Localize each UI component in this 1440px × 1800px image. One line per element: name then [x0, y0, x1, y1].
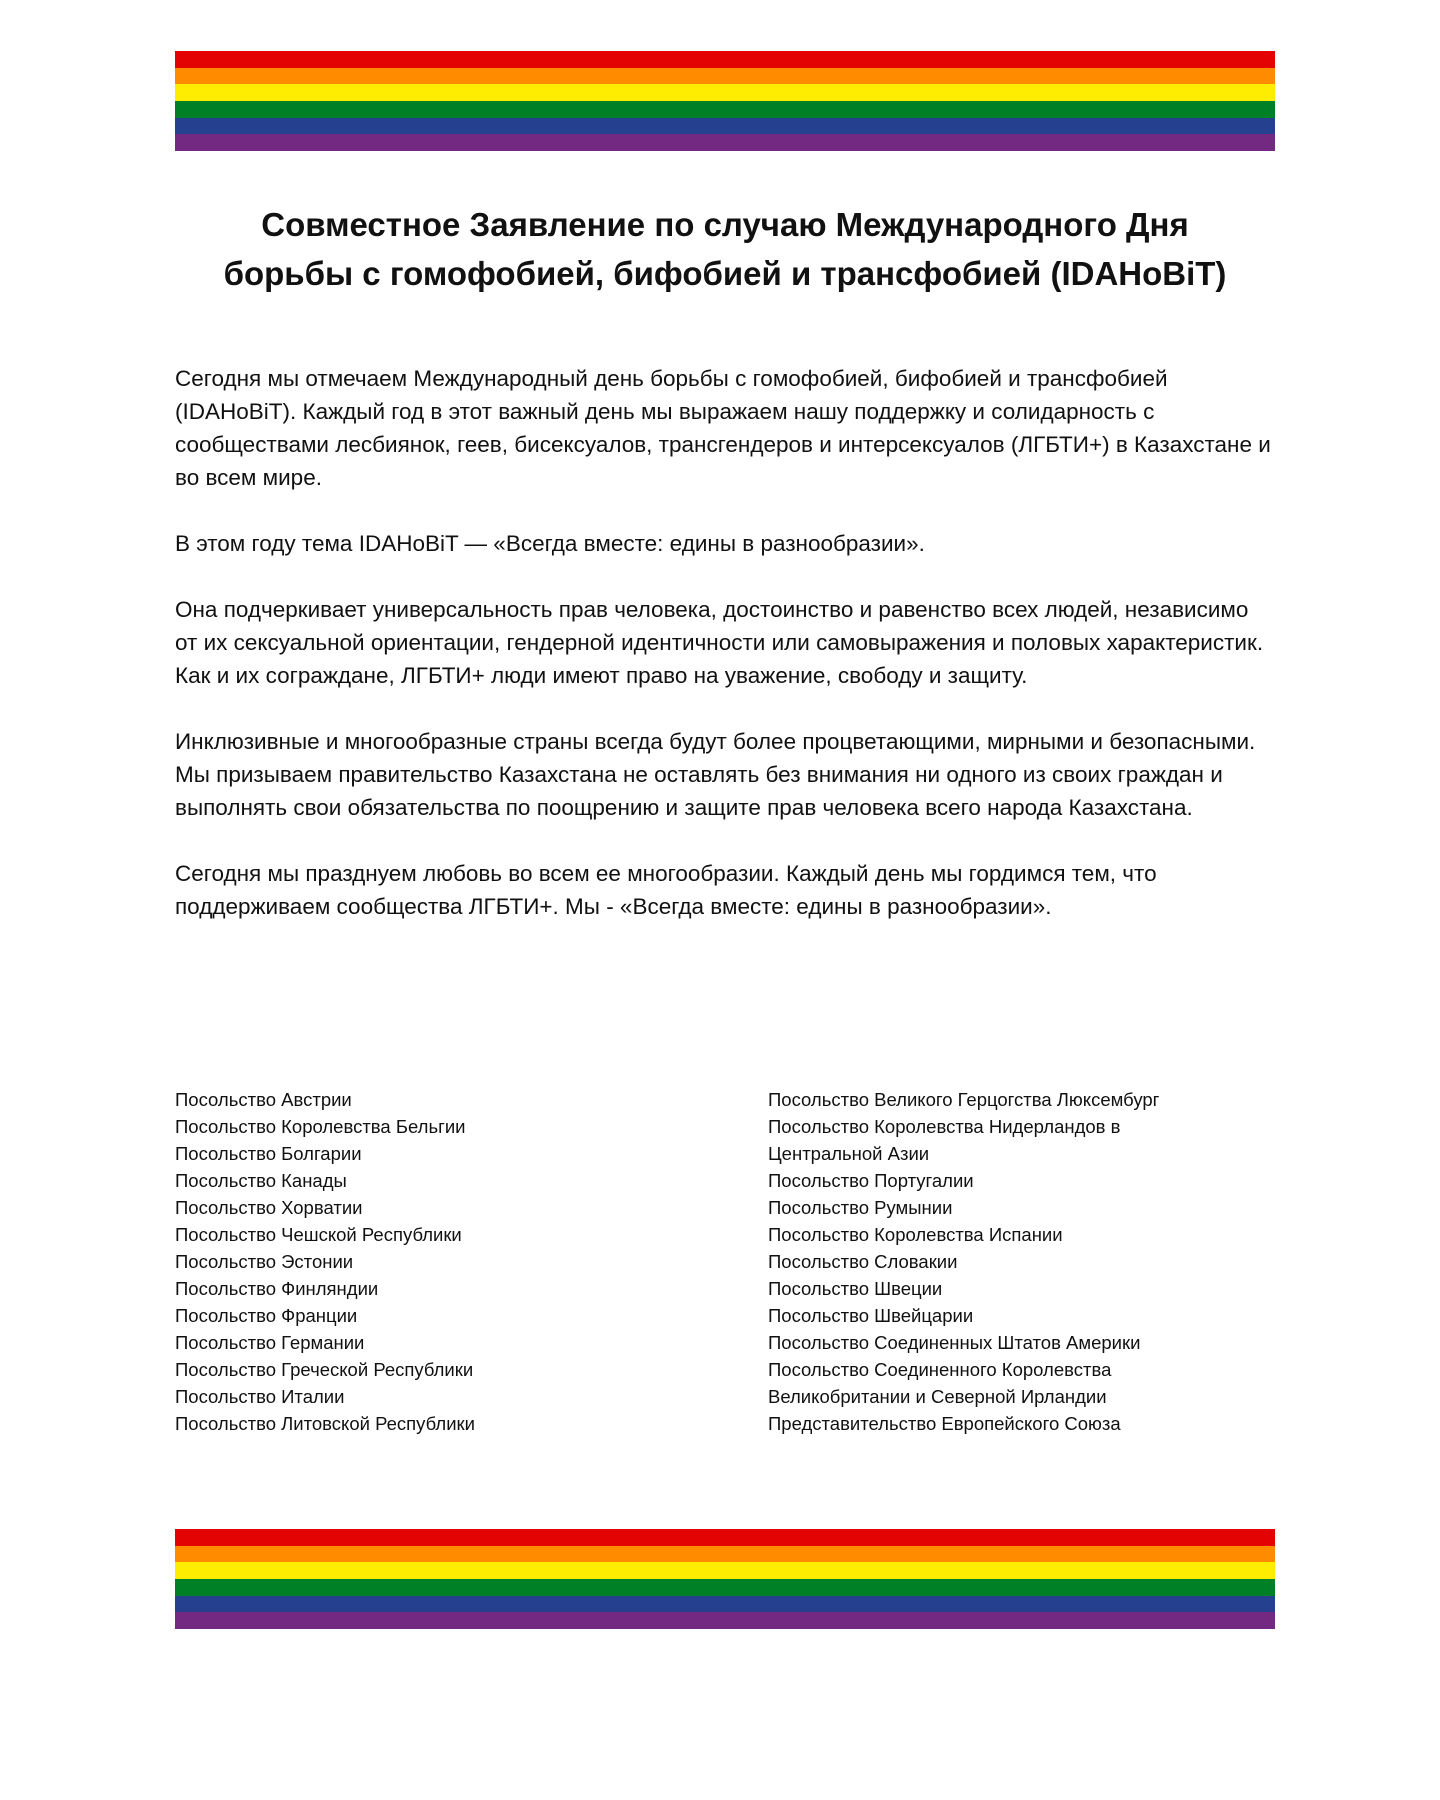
signatory: Посольство Соединенных Штатов Америки: [768, 1332, 1141, 1353]
signatory: Посольство Румынии: [768, 1197, 953, 1218]
signatories-right-column: [768, 1086, 1288, 1437]
stripe-purple: [175, 1612, 1275, 1629]
title-line-2: борьбы с гомофобией, бифобией и трансфобией (IDAHoBiT): [223, 255, 1227, 292]
signatory: Посольство Швеции: [768, 1278, 943, 1299]
signatory: Посольство Болгарии: [175, 1143, 362, 1164]
signatory: Посольство Португалии: [768, 1170, 974, 1191]
signatory: Посольство Великого Герцогства Люксембург: [768, 1089, 1160, 1110]
signatory: Посольство Швейцарии: [768, 1305, 974, 1326]
signatory: Центральной Азии: [768, 1143, 930, 1164]
stripe-green: [175, 1579, 1275, 1596]
paragraph-2: В этом году тема IDAHoBiT — «Всегда вместе: едины в разнообразии».: [175, 531, 925, 556]
stripe-purple: [175, 134, 1275, 151]
signatory: Великобритании и Северной Ирландии: [768, 1386, 1107, 1407]
stripe-yellow: [175, 1562, 1275, 1579]
stripe-red: [175, 51, 1275, 68]
signatory: Посольство Финляндии: [175, 1278, 379, 1299]
rainbow-flag-banner-bottom: [175, 1529, 1275, 1629]
stripe-orange: [175, 1546, 1275, 1563]
document-title: [175, 200, 1275, 298]
signatory: Посольство Эстонии: [175, 1251, 354, 1272]
signatory: Посольство Литовской Республики: [175, 1413, 475, 1434]
signatory: Посольство Королевства Испании: [768, 1224, 1063, 1245]
signatory: Посольство Канады: [175, 1170, 347, 1191]
statement-body: [175, 362, 1275, 956]
signatory: Посольство Италии: [175, 1386, 345, 1407]
signatory: Посольство Чешской Республики: [175, 1224, 462, 1245]
signatory: Посольство Королевства Бельгии: [175, 1116, 466, 1137]
paragraph-3: Она подчеркивает универсальность прав человека, достоинство и равенство всех людей, независимо от их сексуальной ориентации, гендерной идентичности или самовыражения и половых характеристик. Как и их сограждане, ЛГБТИ+ люди имеют право на уважение, свободу и защиту.: [175, 597, 1264, 688]
paragraph-5: Сегодня мы празднуем любовь во всем ее многообразии. Каждый день мы гордимся тем, что поддерживаем сообщества ЛГБТИ+. Мы - «Всегда вместе: едины в разнообразии».: [175, 861, 1157, 919]
title-line-1: Совместное Заявление по случаю Международного Дня: [261, 206, 1189, 243]
paragraph-1: Сегодня мы отмечаем Международный день борьбы с гомофобией, бифобией и трансфобией (IDAHoBiT). Каждый год в этот важный день мы выражаем нашу поддержку и солидарность с сообществами лесбиянок, геев, бисексуалов, трансгендеров и интерсексуалов (ЛГБТИ+) в Казахстане и во всем мире.: [175, 366, 1271, 490]
paragraph-4: Инклюзивные и многообразные страны всегда будут более процветающими, мирными и безопасными. Мы призываем правительство Казахстана не оставлять без внимания ни одного из своих граждан и выполнять свои обязательства по поощрению и защите прав человека всего народа Казахстана.: [175, 729, 1256, 820]
stripe-red: [175, 1529, 1275, 1546]
signatory: Посольство Хорватии: [175, 1197, 363, 1218]
signatory: Посольство Австрии: [175, 1089, 352, 1110]
rainbow-flag-banner-top: [175, 51, 1275, 151]
signatory: Посольство Словакии: [768, 1251, 958, 1272]
signatory: Посольство Германии: [175, 1332, 365, 1353]
signatory: Посольство Королевства Нидерландов в: [768, 1116, 1121, 1137]
signatory: Посольство Соединенного Королевства: [768, 1359, 1112, 1380]
signatory: Посольство Греческой Республики: [175, 1359, 474, 1380]
signatory: Посольство Франции: [175, 1305, 358, 1326]
stripe-blue: [175, 118, 1275, 135]
stripe-blue: [175, 1596, 1275, 1613]
signatory: Представительство Европейского Союза: [768, 1413, 1121, 1434]
signatories-left-column: [175, 1086, 735, 1437]
stripe-orange: [175, 68, 1275, 85]
stripe-green: [175, 101, 1275, 118]
stripe-yellow: [175, 84, 1275, 101]
